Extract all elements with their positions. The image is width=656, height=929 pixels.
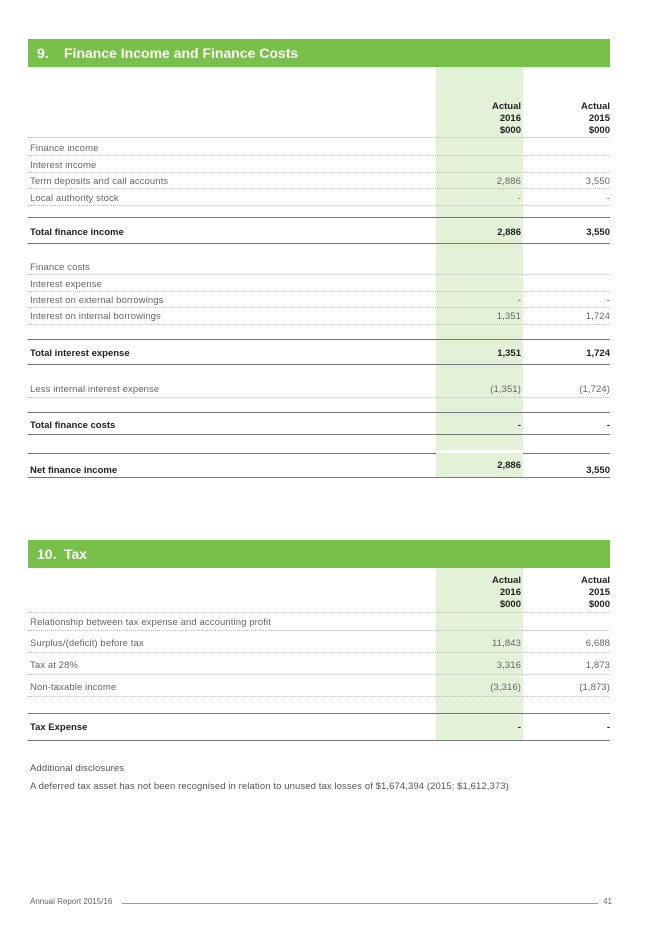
value-2015: (1,724) <box>579 384 610 395</box>
col-2016-year: 2016 <box>499 113 521 124</box>
row-label: Relationship between tax expense and accounting profit <box>30 617 271 628</box>
row-label: Interest on external borrowings <box>30 295 164 306</box>
col-2016-actual: Actual <box>491 575 521 586</box>
value-2015: 1,724 <box>585 311 610 322</box>
value-2015: 1,724 <box>586 348 610 359</box>
section-heading <box>28 540 610 568</box>
row-label: Finance income <box>30 143 99 154</box>
row-label: Total finance costs <box>30 420 116 431</box>
tax-section <box>28 540 610 733</box>
section-title: Tax <box>64 546 88 562</box>
col-2016-actual: Actual <box>491 101 521 112</box>
footer-rule <box>122 903 598 904</box>
row-label: Interest expense <box>30 279 102 290</box>
col-2015-actual: Actual <box>580 101 610 112</box>
value-2016: - <box>517 420 521 431</box>
col-2015-year: 2015 <box>588 113 610 124</box>
col-2015-unit: $000 <box>588 599 610 610</box>
section-number: 10. <box>37 546 57 562</box>
value-2015: - <box>606 420 610 431</box>
col-2016-unit: $000 <box>499 599 521 610</box>
value-2016: 1,351 <box>496 311 521 322</box>
col-2015-year: 2015 <box>588 587 610 598</box>
value-2015: 3,550 <box>586 227 610 238</box>
row-label: Tax at 28% <box>30 660 78 671</box>
col-2016-unit: $000 <box>499 125 521 136</box>
row-label: Total finance income <box>30 227 124 238</box>
row-label: Finance costs <box>30 262 90 273</box>
value-2015: (1,873) <box>579 682 610 693</box>
row-label: Total interest expense <box>30 348 130 359</box>
value-2015: 3,550 <box>586 465 610 476</box>
value-2016: 2,886 <box>496 176 521 187</box>
value-2016: (3,316) <box>490 682 521 693</box>
additional-disclosures-label: Additional disclosures <box>30 763 125 774</box>
section-number: 9. <box>37 45 49 61</box>
row-label: Term deposits and call accounts <box>30 176 169 187</box>
col-2015-actual: Actual <box>580 575 610 586</box>
value-2016: - <box>517 193 521 204</box>
value-2016: 11,843 <box>492 638 521 649</box>
page-number: 41 <box>603 897 612 906</box>
section-heading <box>28 39 610 67</box>
value-2015: - <box>606 295 610 306</box>
row-label: Tax Expense <box>30 722 88 733</box>
disclosure-note: A deferred tax asset has not been recognised in relation to unused tax losses of $1,674,394 (2015: $1,612,373) <box>30 781 509 792</box>
value-2015: 6,688 <box>585 638 610 649</box>
row-label: Net finance income <box>30 465 118 476</box>
value-2016: 3,316 <box>496 660 521 671</box>
value-2016: - <box>517 722 521 733</box>
value-2015: - <box>606 722 610 733</box>
value-2016: - <box>517 295 521 306</box>
page-footer <box>30 897 612 906</box>
row-label: Less internal interest expense <box>30 384 160 395</box>
value-2015: 3,550 <box>585 176 610 187</box>
col-2015-unit: $000 <box>588 125 610 136</box>
value-2015: 1,873 <box>585 660 610 671</box>
row-label: Non-taxable income <box>30 682 117 693</box>
footer-title: Annual Report 2015/16 <box>30 897 113 906</box>
row-label: Interest on internal borrowings <box>30 311 161 322</box>
col-2016-year: 2016 <box>499 587 521 598</box>
finance-section <box>28 39 610 476</box>
row-label: Surplus/(deficit) before tax <box>30 638 144 649</box>
value-2015: - <box>606 193 610 204</box>
section-title: Finance Income and Finance Costs <box>64 45 299 61</box>
row-label: Local authority stock <box>30 193 119 204</box>
value-2016: (1,351) <box>490 384 521 395</box>
value-2016: 2,886 <box>497 227 521 238</box>
value-2016: 1,351 <box>497 348 521 359</box>
value-2016: 2,886 <box>497 460 521 471</box>
row-label: Interest income <box>30 160 97 171</box>
